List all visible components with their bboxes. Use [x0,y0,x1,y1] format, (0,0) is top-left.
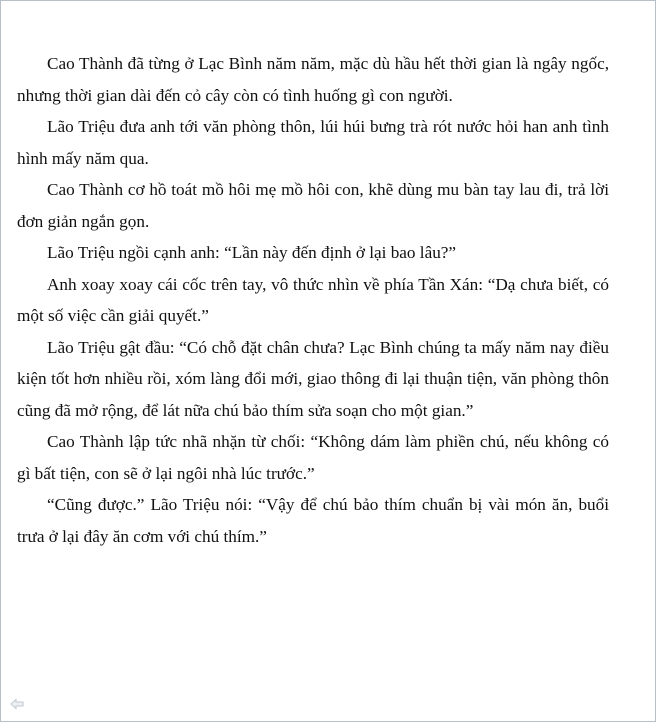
paragraph-1: Cao Thành đã từng ở Lạc Bình năm năm, mặc dù hầu hết thời gian là ngây ngốc, nhưng thời gian dài đến cỏ cây còn có tình huống gì con người. [17,54,609,105]
paragraph-7: Cao Thành lập tức nhã nhặn từ chối: “Không dám làm phiền chú, nếu không có gì bất tiện, con sẽ ở lại ngôi nhà lúc trước.” [17,432,609,483]
paragraph-2: Lão Triệu đưa anh tới văn phòng thôn, lúi húi bưng trà rót nước hỏi han anh tình hình mấy năm qua. [17,117,609,168]
document-body [17,48,609,552]
paragraph-8: “Cũng được.” Lão Triệu nói: “Vậy để chú bảo thím chuẩn bị vài món ăn, buổi trưa ở lại đây ăn cơm với chú thím.” [17,495,609,546]
paragraph-4: Lão Triệu ngồi cạnh anh: “Lần này đến định ở lại bao lâu?” [47,243,457,262]
paragraph-6: Lão Triệu gật đầu: “Có chỗ đặt chân chưa? Lạc Bình chúng ta mấy năm nay điều kiện tốt hơn nhiều rồi, xóm làng đổi mới, giao thông đi lại thuận tiện, văn phòng thôn cũng đã mở rộng, để lát nữa chú bảo thím sửa soạn cho một gian.” [17,337,609,420]
paragraph-5: Anh xoay xoay cái cốc trên tay, vô thức nhìn về phía Tần Xán: “Dạ chưa biết, có một số việc cần giải quyết.” [17,274,609,325]
paragraph-3: Cao Thành cơ hồ toát mồ hôi mẹ mồ hôi con, khẽ dùng mu bàn tay lau đi, trả lời đơn giản ngắn gọn. [17,180,609,231]
back-arrow-icon[interactable] [10,698,24,710]
